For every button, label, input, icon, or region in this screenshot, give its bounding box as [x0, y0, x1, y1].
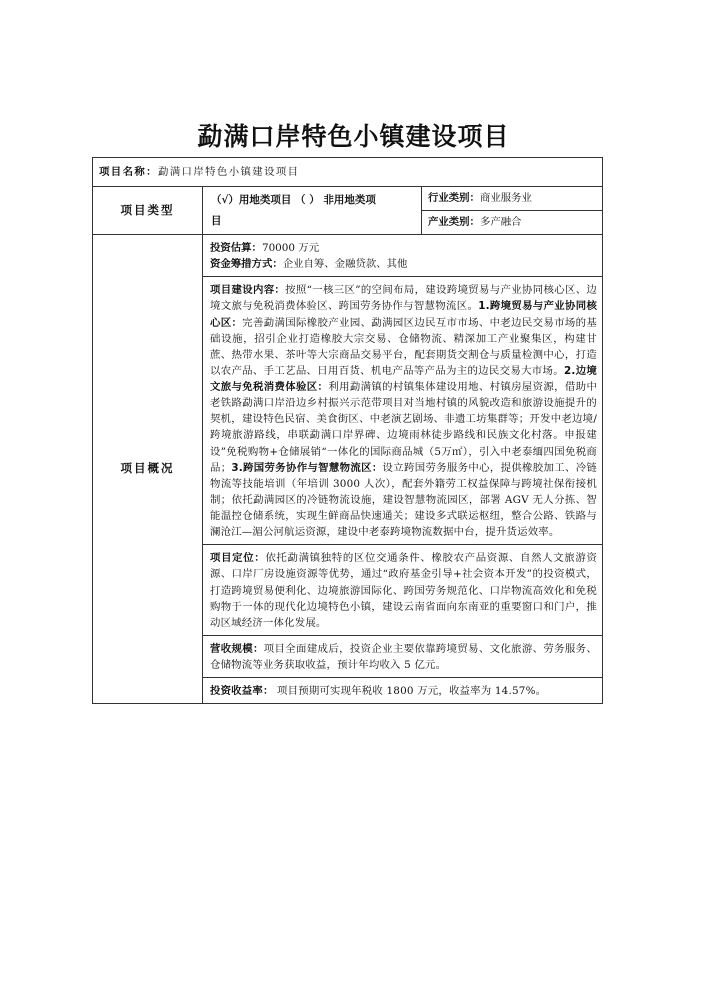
investment-estimate-value: 70000 万元: [261, 242, 320, 254]
section3-text: 设立跨国劳务服务中心，提供橡胶加工、冷链物流等技能培训（年培训 3000 人次），配套外籍劳工权益保障与跨境社保衔接机制；依托勐满园区的冷链物流设施，建设智慧物流园区，部署 AGV 无人分拣、智能温控仓储系统，实现生鲜商品快速通关；建设多式联运枢纽，整合公路、铁路与澜沧江—湄公河航运资源，建设中老泰跨境物流数据中台，提升货运效率。: [210, 461, 598, 539]
construction-content: [210, 282, 597, 540]
construction-label: 项目建设内容：: [210, 284, 286, 297]
construction-section: [203, 277, 602, 545]
project-info-table: [92, 157, 603, 704]
investment-estimate: [210, 240, 597, 256]
return-section: [203, 678, 602, 703]
section1-text: 完善勐满国际橡胶产业园、勐满园区边民互市市场、中老边民交易市场的基础设施，招引企业打造橡胶大宗交易、仓储物流、精深加工产业聚集区，构建甘蔗、热带水果、茶叶等大宗商品交易平台，配套期货交割仓与质量检测中心，打造以农产品、手工艺品、日用百货、机电产品等产品为主的边民交易大市场。: [210, 316, 598, 377]
project-name-label: 项目名称：: [99, 166, 158, 178]
overview-content-cell: [203, 235, 603, 704]
positioning-text: 依托勐满镇独特的区位交通条件、橡胶农产品资源、自然人文旅游资源、口岸厂房设施资源等优势，通过“政府基金引导+社会资本开发”的投资模式，打造跨境贸易便利化、边境旅游国际化、跨国劳务规范化、口岸物流高效化和免税购物于一体的现代化边境特色小镇，建设云南省面向东南亚的重要窗口和门户，推动区域经济一体化发展。: [210, 552, 598, 629]
overview-label: 项目概况: [93, 235, 203, 704]
land-type-cell: [203, 187, 422, 235]
positioning-section: [203, 545, 602, 636]
industry-category-value: 商业服务业: [479, 192, 532, 205]
section2-text: 利用勐满镇的村镇集体建设用地、村镇房屋资源，借助中老铁路勐满口岸沿边乡村振兴示范带项目对当地村镇的风貌改造和旅游设施提升的契机，建设特色民宿、美食街区、中老演艺剧场、非遗工坊集群等；开发中老边境/跨境旅游路线，串联勐满口岸界碑、边境雨林徒步路线和民族文化村落。申报建设”免税购物+仓储展销“一体化的国际商品城（5万㎡），引入中老泰缅四国免税商品；: [210, 381, 598, 474]
land-type-line2: 目: [211, 215, 222, 227]
financing-value: 企业自筹、金融贷款、其他: [282, 258, 408, 271]
investment-estimate-label: 投资估算：: [210, 242, 262, 254]
financing-label: 资金筹措方式：: [210, 258, 283, 271]
industrial-category-value: 多产融合: [479, 216, 522, 229]
land-type-line1: （√）用地类项目 （ ） 非用地类项: [211, 194, 376, 206]
industry-category-label: 行业类别：: [428, 192, 480, 205]
project-name-cell: [93, 158, 603, 187]
return-text: 项目预期可实现年税收 1800 万元，收益率为 14.57%。: [273, 685, 547, 698]
project-name-row: [93, 158, 603, 187]
section3-title: 3.跨国劳务协作与智慧物流区：: [231, 461, 383, 474]
project-name-value: 勐满口岸特色小镇建设项目: [157, 166, 300, 178]
project-type-row-1: [93, 187, 603, 211]
industry-category-cell: [422, 187, 603, 211]
financing-method: [210, 256, 597, 272]
section2-title: 2.边境文旅与免税消费体验区：: [210, 364, 598, 393]
document-title: 勐满口岸特色小镇建设项目: [197, 122, 510, 151]
section1-title: 1.跨境贸易与产业协同核心区：: [210, 300, 598, 329]
industrial-category-cell: [422, 211, 603, 235]
investment-section: [203, 235, 602, 277]
industrial-category-label: 产业类别：: [428, 216, 480, 229]
revenue-section: [203, 636, 602, 678]
return-content: [210, 683, 597, 699]
revenue-label: 营收规模：: [210, 642, 264, 655]
construction-intro: 按照“一核三区”的空间布局，建设跨境贸易与产业协同核心区、边境文旅与免税消费体验区、跨国劳务协作与智慧物流区。: [210, 284, 598, 313]
positioning-content: [210, 550, 597, 631]
project-type-label: 项目类型: [93, 187, 203, 235]
revenue-text: 项目全面建成后，投资企业主要依靠跨境贸易、文化旅游、劳务服务、仓储物流等业务获取收益，预计年均收入 5 亿元。: [210, 642, 598, 671]
revenue-content: [210, 641, 597, 673]
return-label: 投资收益率：: [210, 685, 274, 698]
positioning-label: 项目定位：: [210, 552, 266, 565]
overview-row: [93, 235, 603, 704]
